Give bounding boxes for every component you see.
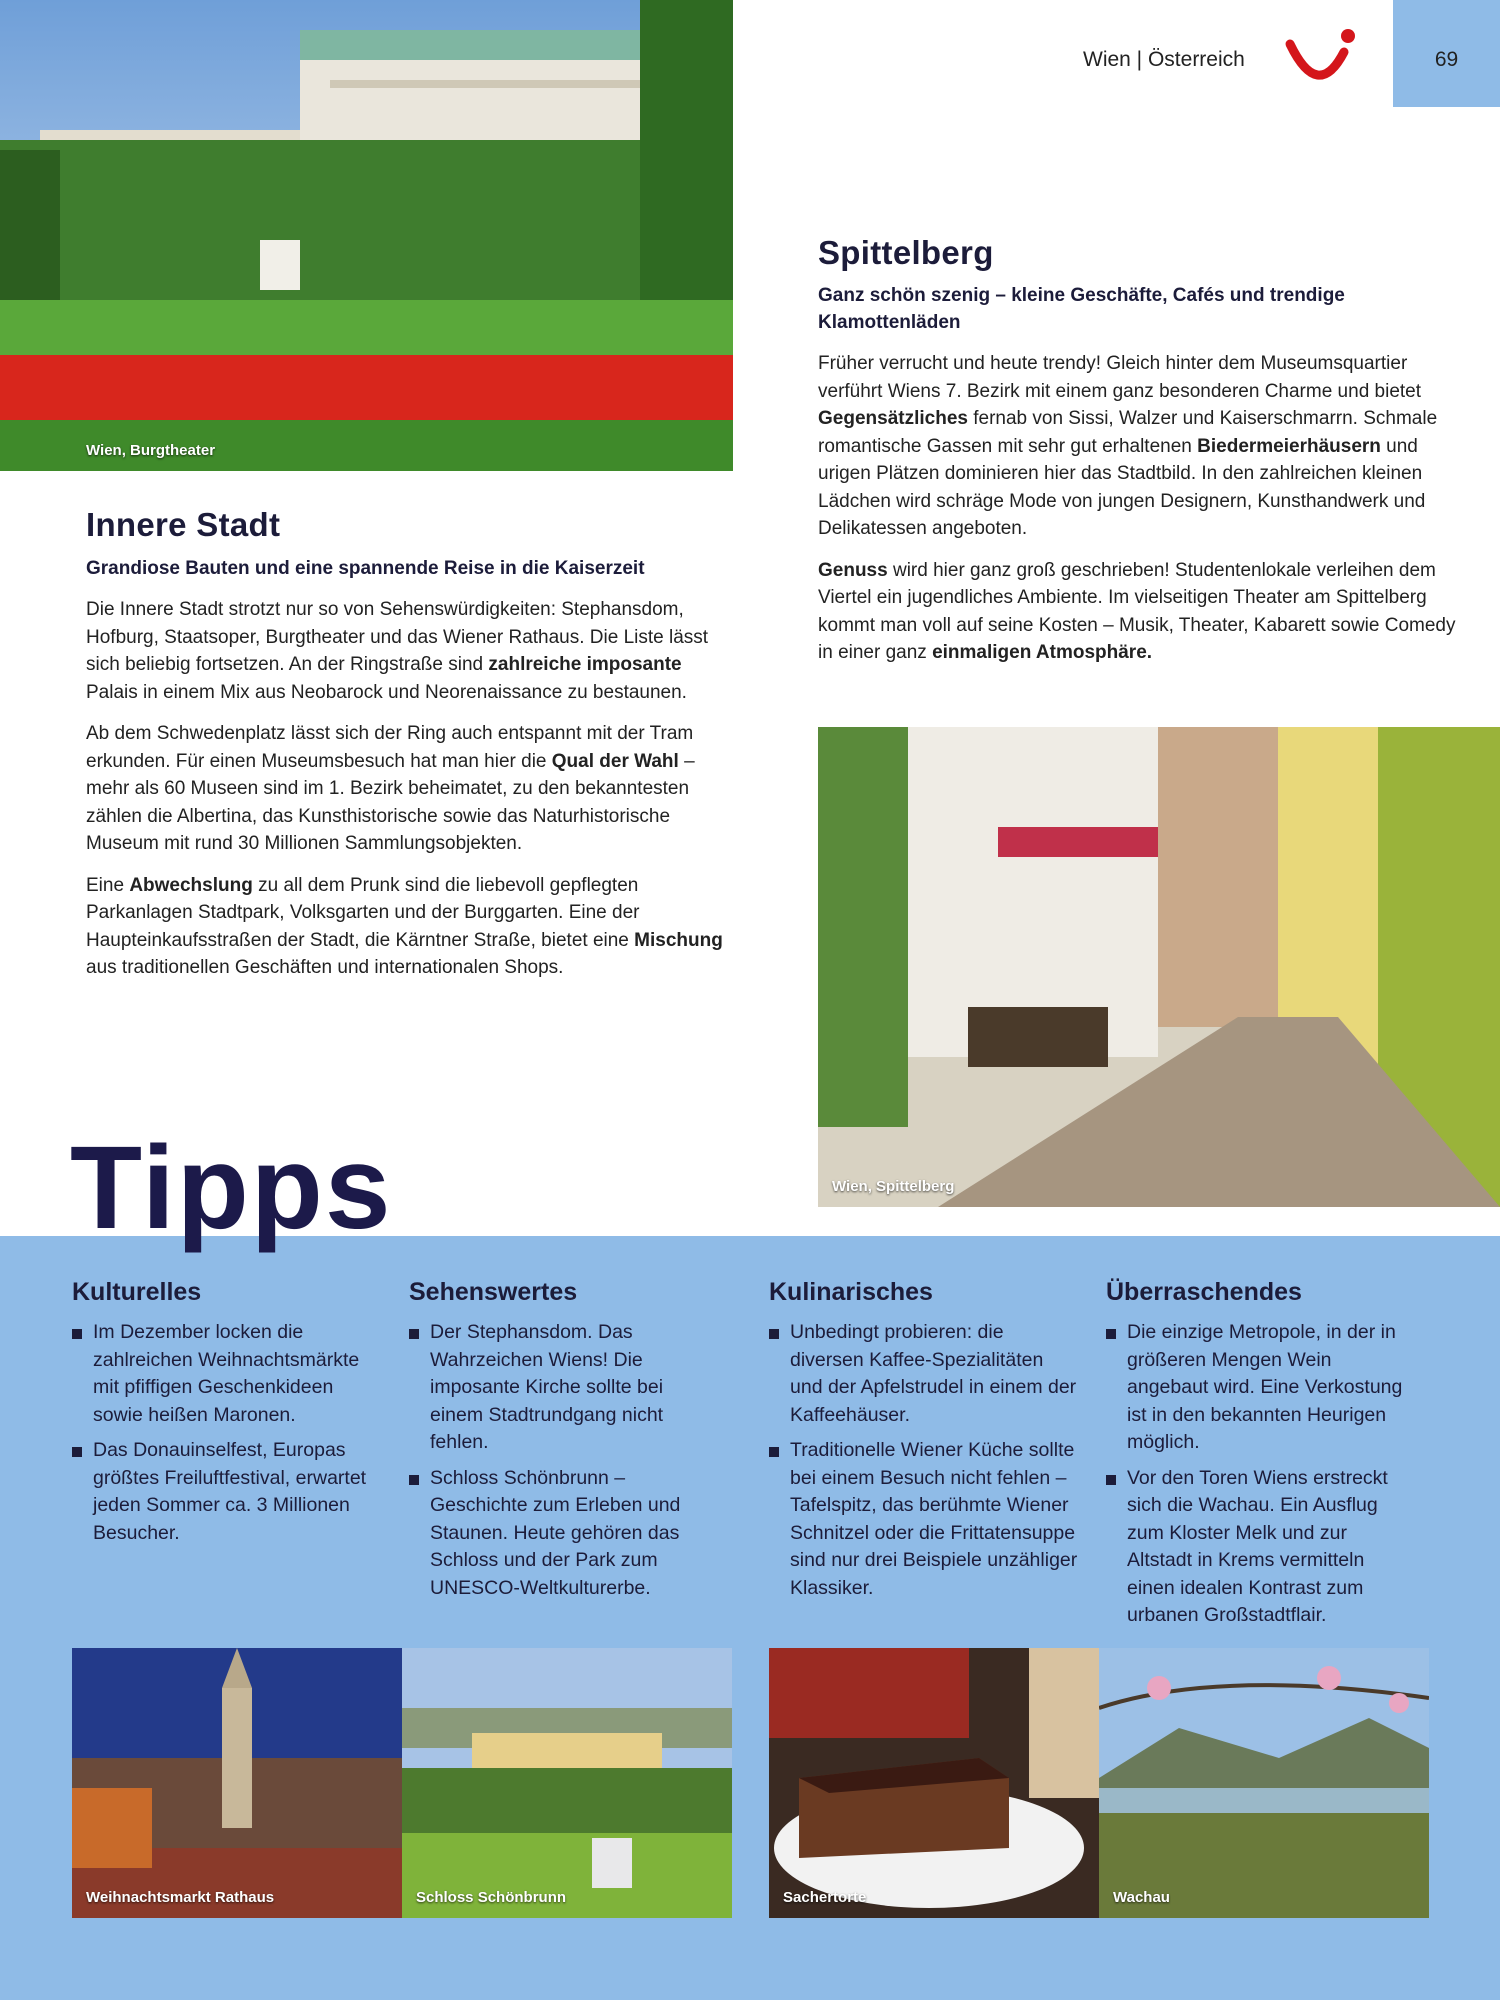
spittelberg-body [818,350,1458,681]
list-item: Das Donauinselfest, Europas größtes Freiluftfestival, erwartet jeden Sommer ca. 3 Millionen Besucher. [72,1437,382,1547]
tip-column-title: Sehenswertes [409,1278,578,1306]
innere-stadt-subtitle: Grandiose Bauten und eine spannende Reise in die Kaiserzeit [86,558,645,579]
photo-burgtheater [0,0,733,471]
list-item: Im Dezember locken die zahlreichen Weihnachtsmärkte mit pfiffigen Geschenkideen sowie heißen Maronen. [72,1319,382,1429]
sachertorte-image [769,1648,1099,1918]
innere-stadt-paragraph-3: Eine Abwechslung zu all dem Prunk sind die liebevoll gepflegten Parkanlagen Stadtpark, Volksgarten und der Burggarten. Eine der Haupteinkaufsstraßen der Stadt, die Kärntner Straße, bietet eine Mischung aus traditionellen Geschäften und internationalen Shops. [86,874,723,978]
tip-column-title: Kulturelles [72,1278,202,1306]
photo-rathaus [72,1648,402,1918]
caption-rathaus: Weihnachtsmarkt Rathaus [86,1889,275,1906]
wachau-image [1099,1648,1429,1918]
caption-schoenbrunn: Schloss Schönbrunn [416,1889,567,1906]
innere-stadt-body [86,596,736,996]
spittelberg-title: Spittelberg [818,234,994,271]
list-item: Der Stephansdom. Das Wahrzeichen Wiens! Die imposante Kirche sollte bei einem Stadtrundgang nicht fehlen. [409,1319,719,1457]
rathaus-image [72,1648,402,1918]
schoenbrunn-image [402,1648,732,1918]
photo-spittelberg [818,727,1500,1207]
burgtheater-image [0,0,733,471]
list-item: Traditionelle Wiener Küche sollte bei einem Besuch nicht fehlen – Tafelspitz, das berühmte Wiener Schnitzel oder die Frittatensuppe sind nur drei Beispiele unzähliger Klassiker. [769,1437,1079,1602]
innere-stadt-paragraph-2: Ab dem Schwedenplatz lässt sich der Ring auch entspannt mit der Tram erkunden. Für einen Museumsbesuch hat man hier die Qual der Wahl – mehr als 60 Museen sind im 1. Bezirk beheimatet, zu den bekanntesten zählen die Albertina, das Kunsthistorische sowie das Naturhistorische Museum mit rund 30 Millionen Sammlungsobjekten. [86,723,695,854]
list-item: Die einzige Metropole, in der in größeren Mengen Wein angebaut wird. Eine Verkostung ist in den bekannten Heurigen möglich. [1106,1319,1416,1457]
page-number: 69 [1434,48,1459,71]
caption-burgtheater: Wien, Burgtheater [86,442,216,459]
list-item: Unbedingt probieren: die diversen Kaffee-Spezialitäten und der Apfelstrudel in einem der Kaffeehäuser. [769,1319,1079,1429]
photo-schoenbrunn [402,1648,732,1918]
photo-wachau [1099,1648,1429,1918]
tip-column-title: Kulinarisches [769,1278,933,1306]
spittelberg-image [818,727,1500,1207]
list-item: Vor den Toren Wiens erstreckt sich die Wachau. Ein Ausflug zum Kloster Melk und zur Altstadt in Krems vermitteln einen idealen Kontrast zum urbanen Großstadtflair. [1106,1465,1416,1630]
caption-wachau: Wachau [1113,1889,1170,1906]
list-item: Schloss Schönbrunn – Geschichte zum Erleben und Staunen. Heute gehören das Schloss und der Park zum UNESCO-Weltkulturerbe. [409,1465,719,1603]
tip-column-ueberraschendes [1106,1278,1416,1638]
innere-stadt-paragraph-1: Die Innere Stadt strotzt nur so von Sehenswürdigkeiten: Stephansdom, Hofburg, Staatsoper, Burgtheater und das Wiener Rathaus. Die Liste lässt sich beliebig fortsetzen. An der Ringstraße sind zahlreiche imposante Palais in einem Mix aus Neobarock und Neorenaissance zu bestaunen. [86,599,709,703]
tui-logo-icon [1282,22,1362,88]
tipps-heading: Tipps [70,1122,393,1254]
page-number-box [1393,0,1500,107]
tip-column-kulturelles [72,1278,382,1555]
caption-sachertorte: Sachertorte [783,1889,867,1906]
spittelberg-paragraph-1: Früher verrucht und heute trendy! Gleich hinter dem Museumsquartier verführt Wiens 7. Bezirk mit einem ganz besonderen Charme und bietet Gegensätzliches fernab von Sissi, Walzer und Kaiserschmarrn. Schmale romantische Gassen mit sehr gut erhaltenen Biedermeierhäusern und urigen Plätzen dominieren hier das Stadtbild. In den zahlreichen kleinen Lädchen wird schräge Mode von jungen Designern, Kunsthandwerk und Delikatessen angeboten. [818,353,1438,539]
tip-column-title: Überraschendes [1106,1278,1302,1306]
innere-stadt-title: Innere Stadt [86,506,281,543]
header-location: Wien | Österreich [1083,48,1245,71]
spittelberg-subtitle: Ganz schön szenig – kleine Geschäfte, Cafés und trendige Klamottenläden [818,285,1345,333]
spittelberg-paragraph-2: Genuss wird hier ganz groß geschrieben! Studentenlokale verleihen dem Viertel ein jugendliches Ambiente. Im vielseitigen Theater am Spittelberg kommt man voll auf seine Kosten – Musik, Theater, Kabarett sowie Comedy in einer ganz einmaligen Atmosphäre. [818,559,1456,663]
tip-column-kulinarisches [769,1278,1079,1610]
photo-sachertorte [769,1648,1099,1918]
caption-spittelberg: Wien, Spittelberg [832,1178,955,1195]
tip-column-sehenswertes [409,1278,719,1610]
